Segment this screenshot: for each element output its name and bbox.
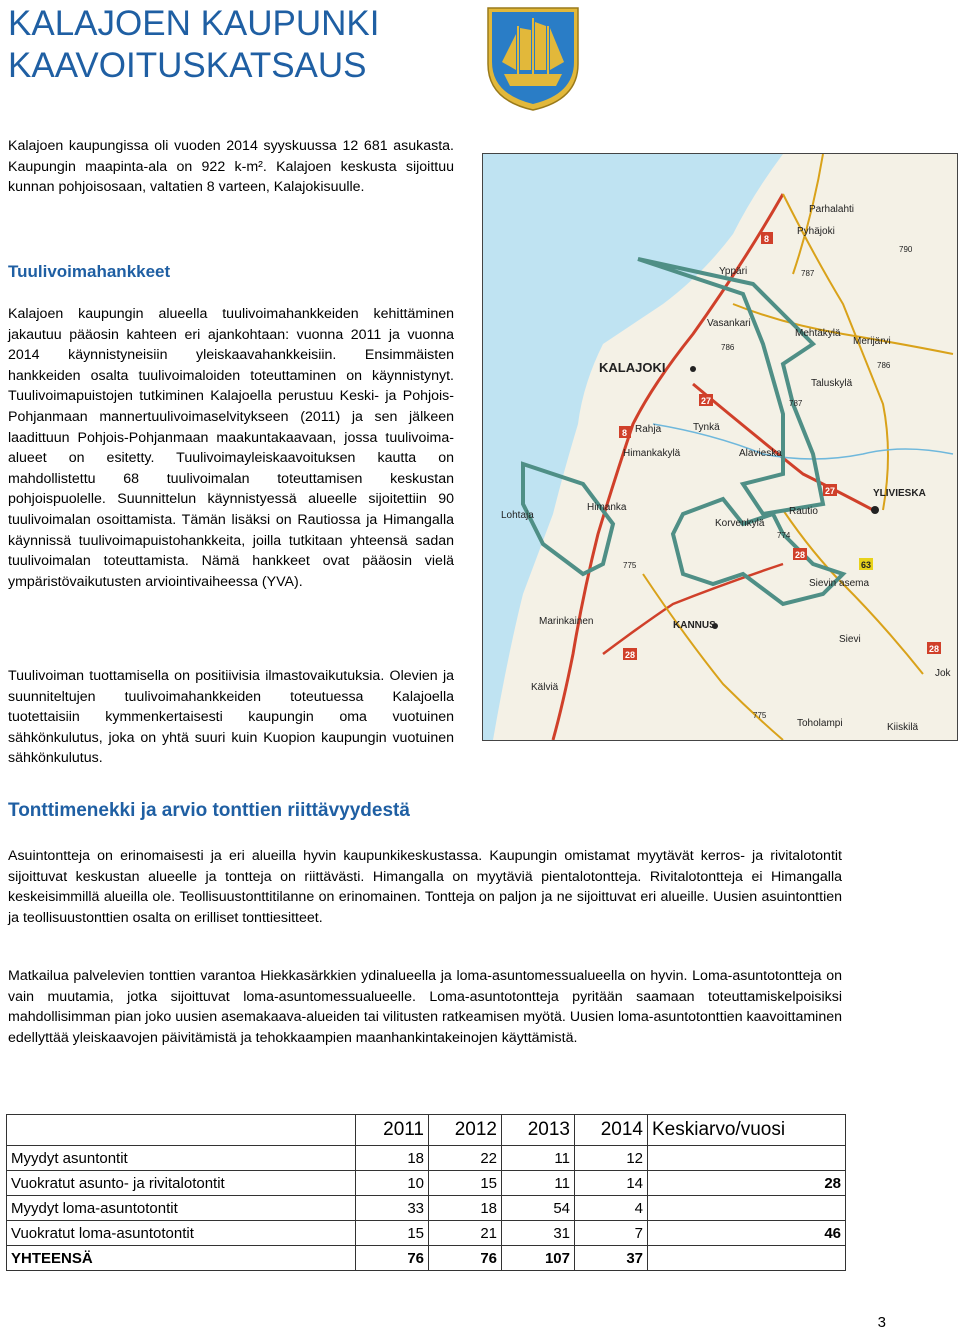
road-number-775a: 775 (623, 561, 637, 570)
table-header-cell: 2011 (356, 1115, 429, 1146)
map-label-himanka: Himanka (587, 502, 627, 513)
table-header-cell: Keskiarvo/vuosi (648, 1115, 846, 1146)
table-cell: 15 (356, 1221, 429, 1246)
table-cell: 76 (356, 1246, 429, 1271)
coat-of-arms-logo (484, 4, 582, 112)
map-label-himankakyla: Himankakylä (623, 448, 681, 459)
table-cell: 12 (575, 1146, 648, 1171)
table-cell: 21 (429, 1221, 502, 1246)
map-label-marinkainen: Marinkainen (539, 616, 594, 627)
map-label-taluskyla: Taluskylä (811, 378, 853, 389)
road-sign-27a: 27 (701, 396, 712, 406)
map-label-mehtakyla: Mehtäkylä (795, 328, 841, 339)
plots-paragraph-2: Matkailua palvelevien tonttien varantoa Hiekkasärkkien ydinalueella ja loma-asuntomessualueella on hyvin. Loma-asuntotontteja on vain muutamia, jotka sijoittuvat loma-asuntomessualueelle. Loma-asuntotontteja pyritään saamaan toteuttamiskelpoisiksi mahdollisimman pian joko uusien asemakaava-alueiden tai vilitusten ratkeamisen myötä. Uusien loma-asuntotonttien kaavoittaminen edellyttää yleiskaavojen päivitämistä ja tehokkaampien maanhankintakeinojen käyttämistä. (8, 968, 842, 1046)
table-header-cell: 2013 (502, 1115, 575, 1146)
road-sign-28b: 28 (795, 550, 806, 560)
table-cell: 10 (356, 1171, 429, 1196)
table-cell (648, 1146, 846, 1171)
table-row (7, 1171, 846, 1196)
table-cell: 18 (429, 1196, 502, 1221)
road-number-787b: 787 (789, 399, 803, 408)
road-number-786b: 786 (877, 361, 891, 370)
table-cell: 31 (502, 1221, 575, 1246)
road-sign-28c: 28 (929, 644, 940, 654)
table-row (7, 1146, 846, 1171)
map-label-jok: Jok (935, 668, 951, 679)
plots-heading: Tonttimenekki ja arvio tonttien riittävyydestä (8, 800, 410, 821)
intro-paragraph: Kalajoen kaupungissa oli vuoden 2014 syyskuussa 12 681 asukasta. Kaupungin maapinta-ala on 922 k-m². Kalajoen keskusta sijoittuu kunnan pohjoisosaan, valtatien 8 varteen, Kalajokisuulle. (8, 138, 454, 196)
table-cell: 76 (429, 1246, 502, 1271)
map-label-kannus: KANNUS (673, 620, 716, 631)
table-header-cell (7, 1115, 356, 1146)
wind-heading: Tuulivoimahankkeet (8, 262, 171, 281)
table-cell: 46 (648, 1221, 846, 1246)
map-label-kalvia: Kälviä (531, 682, 559, 693)
table-cell (648, 1196, 846, 1221)
wind-paragraph-1: Kalajoen kaupungin alueella tuulivoimahankkeiden kehittäminen jakautuu pääosin kahteen eri ajankohtaan: vuonna 2011 ja vuonna 2014 käynnistyneisiin yleiskaavahankkeisiin. Ensimmäisten hankkeiden osalta tuulivoimaloiden toteuttaminen on käynnistynyt. Tuulivoimapuistojen tutkiminen Kalajoella perustuu Keski- ja Pohjois-Pohjanmaan mannertuulivoimaselvitykseen (2011) ja sen jälkeen laadittuun Pohjois-Pohjanmaan maakuntakaavaan, jossa tuulivoima-alueet on esitetty. Tuulivoimayleiskaavoituksen kautta on mahdollistettu 68 tuulivoimalan toteuttamisen keskustan pohjoispuolelle. Suunnittelun käynnistyessä alueelle sijoitettiin 90 tuulivoimalan osoittamista. Tämän lisäksi on Rautiossa ja Himangalla käynnissä tuulivoimapuistohankkeita, joilla tutkitaan yhteensä sadan tuulivoimalan toteuttamista. Nämä hankkeet ovat pääosin vielä ympäristövaikutusten arviointivaiheessa (YVA). (8, 306, 454, 590)
table-cell: 107 (502, 1246, 575, 1271)
wind-paragraph-2: Tuulivoiman tuottamisella on positiivisia ilmastovaikutuksia. Olevien ja suunniteltujen tuulivoimahankkeiden toteutuessa Kalajoella tuotettaisiin kymmenkertaisesti kaupungin oma vuotuinen sähkönkulutus, joka on yhtä suuri kuin Kuopion kaupungin vuotuinen sähkönkulutus. (8, 668, 454, 767)
table-cell: Vuokratut loma-asuntotontit (7, 1221, 356, 1246)
map-label-alavieska: Alavieska (739, 448, 782, 459)
table-row (7, 1221, 846, 1246)
map-label-ylivieska: YLIVIESKA (873, 488, 926, 499)
road-number-786a: 786 (721, 343, 735, 352)
road-sign-27b: 27 (825, 486, 836, 496)
table-cell: 28 (648, 1171, 846, 1196)
road-number-775b: 775 (753, 711, 767, 720)
map-label-sievi: Sievi (839, 634, 861, 645)
map-label-sievin-asema: Sievin asema (809, 578, 870, 589)
plots-paragraph-1: Asuintontteja on erinomaisesti ja eri alueilla hyvin kaupunkikeskustassa. Kaupungin omistamat myytävät kerros- ja rivitalotontit sijoittuvat keskustan alueelle ja tontteja on riittävästi. Himangalla on myytäviä pientalotontteja. Rivitalotontteja ei Himangalla keskeisimmillä alueilla ole. Teollisuustonttitilanne on erinomainen. Tontteja on paljon ja ne sijoittuvat eri alueille. Uusien asuintonttien ja teollisuustonttien osalta on erilliset tonttiesitteet. (8, 848, 842, 926)
table-cell: 11 (502, 1146, 575, 1171)
table-header-cell: 2012 (429, 1115, 502, 1146)
title-line-1: KALAJOEN KAUPUNKI (8, 4, 380, 43)
table-header-row (7, 1115, 846, 1146)
road-number-774: 774 (777, 531, 791, 540)
table-cell: 54 (502, 1196, 575, 1221)
table-cell: 15 (429, 1171, 502, 1196)
road-sign-63: 63 (861, 560, 872, 570)
table-cell: YHTEENSÄ (7, 1246, 356, 1271)
plots-statistics-table (6, 1114, 846, 1271)
title-line-2: KAAVOITUSKATSAUS (8, 46, 367, 85)
map-label-rahja: Rahja (635, 424, 662, 435)
table-cell: Vuokratut asunto- ja rivitalotontit (7, 1171, 356, 1196)
table-cell: Myydyt loma-asuntotontit (7, 1196, 356, 1221)
table-cell: 4 (575, 1196, 648, 1221)
map-label-rautio: Rautio (789, 506, 818, 517)
table-header-cell: 2014 (575, 1115, 648, 1146)
road-number-790: 790 (899, 245, 913, 254)
road-sign-8b: 8 (622, 428, 628, 438)
map-label-korvenkyla: Korvenkylä (715, 518, 765, 529)
table-cell: 14 (575, 1171, 648, 1196)
map-label-tynka: Tynkä (693, 422, 720, 433)
road-sign-28a: 28 (625, 650, 636, 660)
map-label-vasankari: Vasankari (707, 318, 751, 329)
table-cell: 37 (575, 1246, 648, 1271)
page-number: 3 (877, 1314, 886, 1331)
map-label-merijarvi: Merijärvi (853, 336, 891, 347)
table-cell: 18 (356, 1146, 429, 1171)
table-cell: 7 (575, 1221, 648, 1246)
table-cell: 33 (356, 1196, 429, 1221)
map-label-yppari: Yppäri (719, 266, 748, 277)
road-number-787: 787 (801, 269, 815, 278)
table-cell (648, 1246, 846, 1271)
road-sign-8: 8 (764, 234, 770, 244)
map-label-parhalahti: Parhalahti (809, 204, 855, 215)
table-cell: 11 (502, 1171, 575, 1196)
wind-power-map (482, 153, 958, 741)
map-label-lohtaja: Lohtaja (501, 510, 534, 521)
table-cell: 22 (429, 1146, 502, 1171)
table-row (7, 1196, 846, 1221)
table-total-row (7, 1246, 846, 1271)
map-label-toholampi: Toholampi (797, 718, 843, 729)
table-cell: Myydyt asuntontit (7, 1146, 356, 1171)
map-label-kiiskila: Kiiskilä (887, 722, 919, 733)
map-label-kalajoki: KALAJOKI (599, 360, 666, 375)
map-label-pyhajoki: Pyhäjoki (797, 226, 835, 237)
